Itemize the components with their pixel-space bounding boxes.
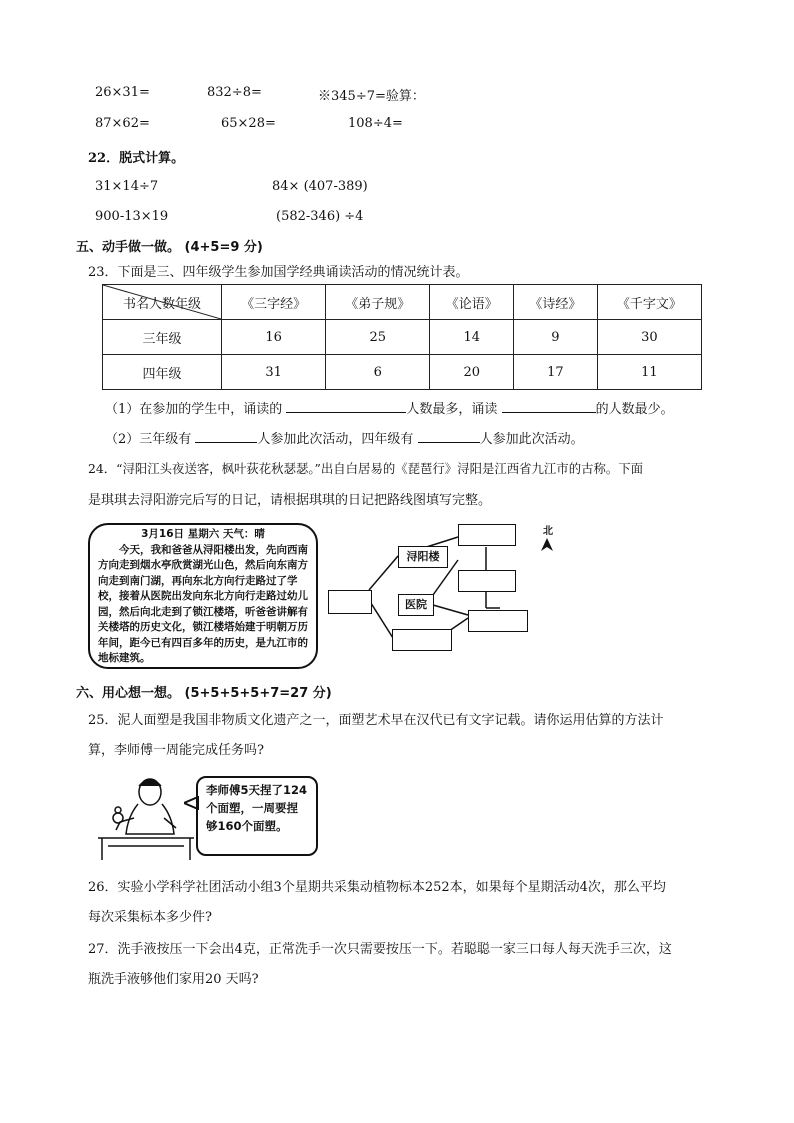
section-6-heading: 六、用心想一想。 (5+5+5+5+7=27 分) xyxy=(76,686,332,701)
section-5-heading: 五、动手做一做。 (4+5=9 分) xyxy=(76,240,263,255)
north-label: 北 xyxy=(543,526,553,537)
bubble-text: 李师傅5天捏了124个面塑，一周要捏够160个面塑。 xyxy=(206,783,308,833)
map-label: 医院 xyxy=(405,598,427,611)
calc-item: 65×28= xyxy=(221,116,276,131)
calc-item: 108÷4= xyxy=(348,116,403,131)
north-arrow-icon xyxy=(540,538,554,552)
calc-item: ※345÷7=验算： xyxy=(318,89,425,104)
q22-item: 84× (407-389) xyxy=(272,179,368,194)
table-cell: 16 xyxy=(222,320,326,355)
question-26-line1: 26．实验小学科学社团活动小组3个星期共采集动植物标本252本，如果每个星期活动4次，那么平均 xyxy=(88,880,666,895)
craftsman-illustration xyxy=(98,772,196,862)
speech-bubble xyxy=(196,776,318,856)
table-header-cell: 《诗经》 xyxy=(514,285,598,320)
table-cell: 9 xyxy=(514,320,598,355)
table-cell: 四年级 xyxy=(103,355,222,390)
map-label: 浔阳楼 xyxy=(406,550,440,563)
calc-item: 832÷8= xyxy=(207,85,262,100)
question-27-line1: 27．洗手液按压一下会出4克，正常洗手一次只需要按压一下。若聪聪一家三口每人每天洗手三次，这 xyxy=(88,942,672,957)
sub2-text: （2）三年级有 xyxy=(105,432,192,447)
table-cell: 三年级 xyxy=(103,320,222,355)
table-cell: 31 xyxy=(222,355,326,390)
q22-item: (582-346) ÷4 xyxy=(276,209,364,224)
question-25-line1: 25．泥人面塑是我国非物质文化遗产之一，面塑艺术早在汉代已有文字记载。请你运用估算的方法计 xyxy=(88,713,664,728)
map-box-blank[interactable] xyxy=(458,570,516,592)
table-row xyxy=(103,320,702,355)
table-header-cell: 《论语》 xyxy=(430,285,514,320)
table-cell: 14 xyxy=(430,320,514,355)
map-box-blank[interactable] xyxy=(392,629,452,651)
sub2-text: 人参加此次活动。 xyxy=(479,432,584,447)
stats-table xyxy=(102,284,702,390)
calc-item: 87×62= xyxy=(95,116,150,131)
q22-item: 900-13×19 xyxy=(95,209,169,224)
sub1-text: 的人数最少。 xyxy=(595,402,674,417)
map-box-hospital xyxy=(398,594,434,616)
diary-text: 今天，我和爸爸从浔阳楼出发，先向西南方向走到烟水亭欣赏湖光山色，然后向东南方向走到南门湖，再向东北方向行走路过了学校，接着从医院出发向东北方向行走路过幼儿园，然后向北走到了锁江楼塔，听爸爸讲解有关楼塔的历史文化，锁江楼塔始建于明朝万历年间，距今已有四百多年的历史，是九江市的地标建筑。 xyxy=(98,543,308,664)
question-24-line2: 是琪琪去浔阳游完后写的日记，请根据琪琪的日记把路线图填写完整。 xyxy=(88,493,492,508)
diary-heading: 3月16日 星期六 天气：晴 xyxy=(141,528,265,540)
map-box-blank[interactable] xyxy=(468,610,528,632)
map-box-blank[interactable] xyxy=(328,590,372,614)
calc-item: 26×31= xyxy=(95,85,150,100)
sub2-text: 人参加此次活动，四年级有 xyxy=(257,432,414,447)
answer-blank[interactable] xyxy=(195,428,257,443)
question-26-line2: 每次采集标本多少件? xyxy=(88,910,212,925)
table-cell: 20 xyxy=(430,355,514,390)
sub1-text: 人数最多，诵读 xyxy=(406,402,498,417)
question-23-title: 23．下面是三、四年级学生参加国学经典诵读活动的情况统计表。 xyxy=(88,265,469,280)
question-25-line2: 算，李师傅一周能完成任务吗? xyxy=(88,743,264,758)
question-22-title: 22．脱式计算。 xyxy=(88,151,185,166)
table-header-row xyxy=(103,285,702,320)
map-box-blank[interactable] xyxy=(458,524,516,546)
table-row xyxy=(103,355,702,390)
answer-blank[interactable] xyxy=(502,398,596,413)
table-header-cell: 《弟子规》 xyxy=(326,285,430,320)
q23-sub1 xyxy=(105,398,674,417)
sub1-text: （1）在参加的学生中，诵读的 xyxy=(105,402,283,417)
table-header-cell: 《三字经》 xyxy=(222,285,326,320)
answer-blank[interactable] xyxy=(286,398,406,413)
q22-item: 31×14÷7 xyxy=(95,179,159,194)
table-cell: 25 xyxy=(326,320,430,355)
answer-blank[interactable] xyxy=(418,428,480,443)
table-cell: 6 xyxy=(326,355,430,390)
map-box-xunyang-tower xyxy=(398,546,448,568)
diary-box xyxy=(88,523,318,669)
corner-label: 书名人数年级 xyxy=(122,296,201,312)
q23-sub2 xyxy=(105,428,584,447)
table-cell: 17 xyxy=(514,355,598,390)
table-cell: 30 xyxy=(597,320,701,355)
table-header-cell: 《千字文》 xyxy=(597,285,701,320)
table-header-cell xyxy=(103,285,222,320)
question-27-line2: 瓶洗手液够他们家用20 天吗? xyxy=(88,972,259,987)
table-cell: 11 xyxy=(597,355,701,390)
question-24-line1: 24．“浔阳江头夜送客，枫叶荻花秋瑟瑟。”出自白居易的《琵琶行》浔阳是江西省九江市的古称。下面 xyxy=(88,461,644,476)
